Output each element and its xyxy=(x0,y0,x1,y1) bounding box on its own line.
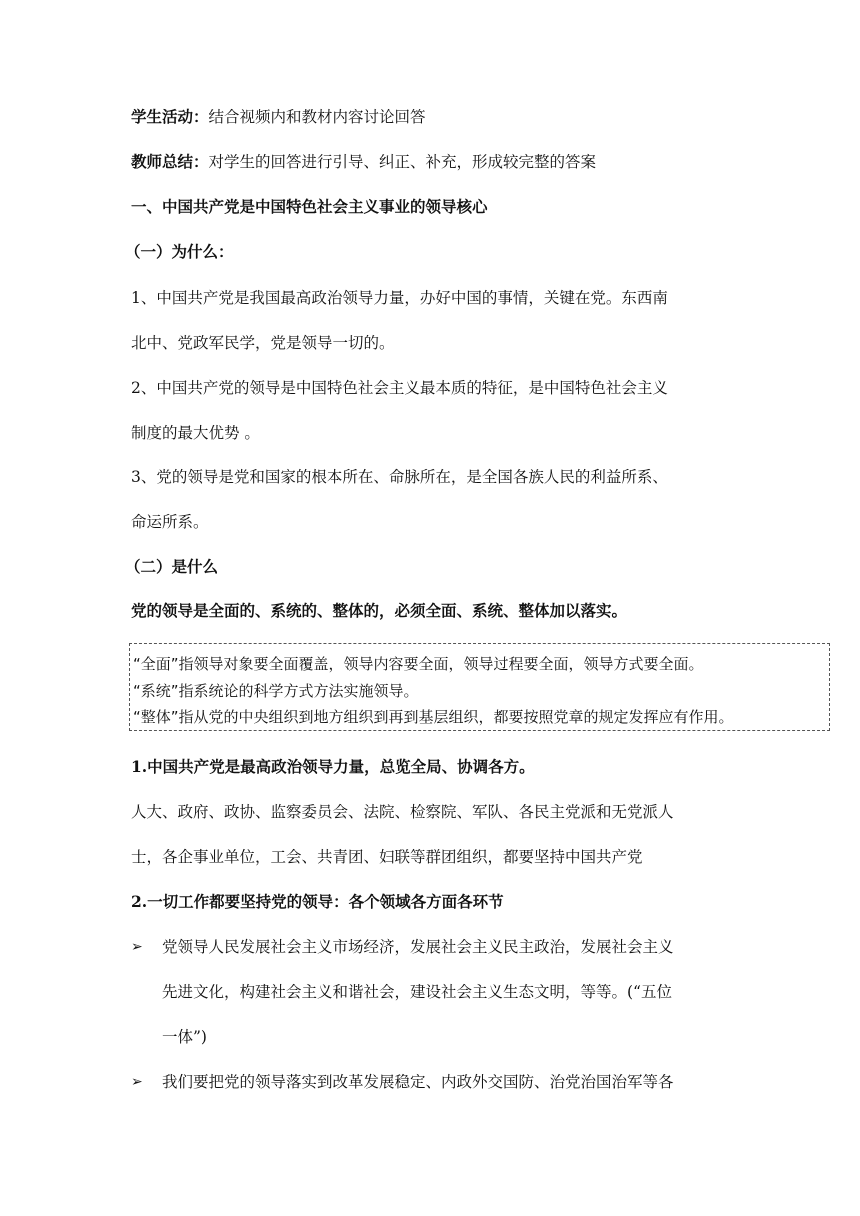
activity-line xyxy=(131,107,426,127)
definition-integral: “整体”指从党的中央组织到地方组织到再到基层组织，都要按照党章的规定发挥应有作用。 xyxy=(133,708,734,726)
activity-text: 结合视频内和教材内容讨论回答 xyxy=(208,108,426,126)
bold-statement: 党的领导是全面的、系统的、整体的，必须全面、系统、整体加以落实。 xyxy=(131,601,628,620)
paragraph-3-line-2: 命运所系。 xyxy=(131,513,209,531)
point-2-heading: 2.一切工作都要坚持党的领导：各个领域各方面各环节 xyxy=(131,892,504,911)
paragraph-4-line-1: 人大、政府、政协、监察委员会、法院、检察院、军队、各民主党派和无党派人 xyxy=(131,803,674,821)
paragraph-3-line-1: 3、党的领导是党和国家的根本所在、命脉所在，是全国各族人民的利益所系、 xyxy=(131,468,668,486)
bullet-1-line-1: 党领导人民发展社会主义市场经济，发展社会主义民主政治，发展社会主义 xyxy=(162,938,674,956)
bullet-1-line-2: 先进文化，构建社会主义和谐社会，建设社会主义生态文明，等等。(“五位 xyxy=(162,983,672,1001)
paragraph-1-line-2: 北中、党政军民学，党是领导一切的。 xyxy=(131,334,395,352)
paragraph-4-line-2: 士，各企事业单位，工会、共青团、妇联等群团组织，都要坚持中国共产党 xyxy=(131,848,643,866)
summary-line xyxy=(131,152,596,172)
paragraph-1-line-1: 1、中国共产党是我国最高政治领导力量，办好中国的事情，关键在党。东西南 xyxy=(131,289,668,307)
paragraph-2-line-2: 制度的最大优势 。 xyxy=(131,424,260,442)
section-heading: 一、中国共产党是中国特色社会主义事业的领导核心 xyxy=(131,197,488,216)
summary-label: 教师总结： xyxy=(131,152,209,171)
bullet-arrow-icon: ➢ xyxy=(131,939,143,955)
point-1-heading: 1.中国共产党是最高政治领导力量，总览全局、协调各方。 xyxy=(131,757,535,776)
paragraph-2-line-1: 2、中国共产党的领导是中国特色社会主义最本质的特征，是中国特色社会主义 xyxy=(131,379,668,397)
bullet-1-line-3: 一体”) xyxy=(162,1028,207,1046)
subheading-what: （二）是什么 xyxy=(125,557,219,576)
bullet-2-line-1: 我们要把党的领导落实到改革发展稳定、内政外交国防、治党治国治军等各 xyxy=(162,1073,674,1091)
definition-comprehensive: “全面”指领导对象要全面覆盖，领导内容要全面，领导过程要全面，领导方式要全面。 xyxy=(133,655,704,673)
summary-text: 对学生的回答进行引导、纠正、补充，形成较完整的答案 xyxy=(208,153,597,171)
bullet-arrow-icon: ➢ xyxy=(131,1074,143,1090)
definition-box xyxy=(129,643,830,731)
activity-label: 学生活动： xyxy=(131,107,209,126)
definition-systematic: “系统”指系统论的科学方式方法实施领导。 xyxy=(133,682,419,700)
subheading-why: （一）为什么： xyxy=(125,242,234,261)
